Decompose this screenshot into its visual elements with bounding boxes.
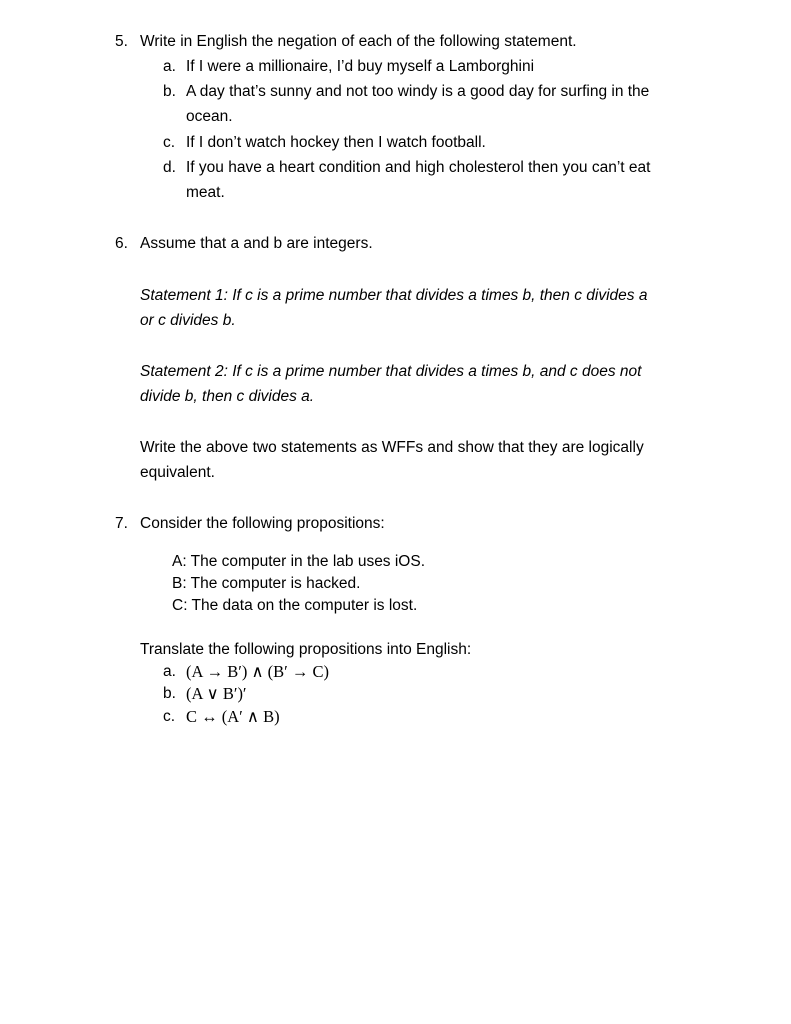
q5-prompt: Write in English the negation of each of the following statement.	[140, 33, 577, 50]
q6-statement2-line1	[140, 363, 641, 381]
q7-item-b-expr: (A ∨ B′)′	[186, 684, 247, 703]
q5-item-b-text-line1: A day that’s sunny and not too windy is a good day for surfing in the	[186, 83, 650, 100]
q5-item-d-marker: d.	[163, 159, 176, 176]
q6-statement2-text-line1: If c is a prime number that divides a times b, and c does not	[232, 363, 642, 380]
q7-proposition-b: B: The computer is hacked.	[172, 575, 361, 592]
q6-prompt: Assume that a and b are integers.	[140, 235, 373, 252]
q6-instruction-line2: equivalent.	[140, 464, 215, 481]
q5-item-d-text-line2: meat.	[186, 184, 225, 201]
q7-item-c-expr: C ↔ (A′ ∧ B)	[186, 707, 280, 726]
q6-number: 6.	[115, 235, 128, 252]
q5-item-a-marker: a.	[163, 58, 176, 75]
q7-instruction: Translate the following propositions into English:	[140, 641, 472, 658]
q6-statement2-label: Statement 2:	[140, 363, 228, 380]
q6-instruction-line1: Write the above two statements as WFFs and show that they are logically	[140, 439, 644, 456]
q5-item-c-marker: c.	[163, 134, 176, 151]
q7-item-b-marker: b.	[163, 685, 176, 702]
q6-statement2-text-line2: divide b, then c divides a.	[140, 388, 315, 405]
q5-item-b-text-line2: ocean.	[186, 108, 233, 125]
q5-item-a-text: If I were a millionaire, I’d buy myself a Lamborghini	[186, 58, 535, 75]
q5-item-c-text: If I don’t watch hockey then I watch football.	[186, 134, 486, 151]
q7-item-a-expr: (A → B′) ∧ (B′ → C)	[186, 662, 330, 681]
q7-proposition-a: A: The computer in the lab uses iOS.	[172, 553, 426, 570]
q6-statement1-label: Statement 1:	[140, 287, 228, 304]
q5-item-d-text-line1: If you have a heart condition and high cholesterol then you can’t eat	[186, 159, 651, 176]
q6-statement1-line1	[140, 287, 647, 305]
q6-statement1-text-line1: If c is a prime number that divides a times b, then c divides a	[232, 287, 648, 304]
q6-statement1-text-line2: or c divides b.	[140, 312, 236, 329]
q7-number: 7.	[115, 515, 128, 532]
q7-item-a-marker: a.	[163, 663, 176, 680]
q7-prompt: Consider the following propositions:	[140, 515, 385, 532]
q7-item-c-marker: c.	[163, 708, 176, 725]
q7-proposition-c: C: The data on the computer is lost.	[172, 597, 418, 614]
q5-item-b-marker: b.	[163, 83, 176, 100]
q5-number: 5.	[115, 33, 128, 50]
